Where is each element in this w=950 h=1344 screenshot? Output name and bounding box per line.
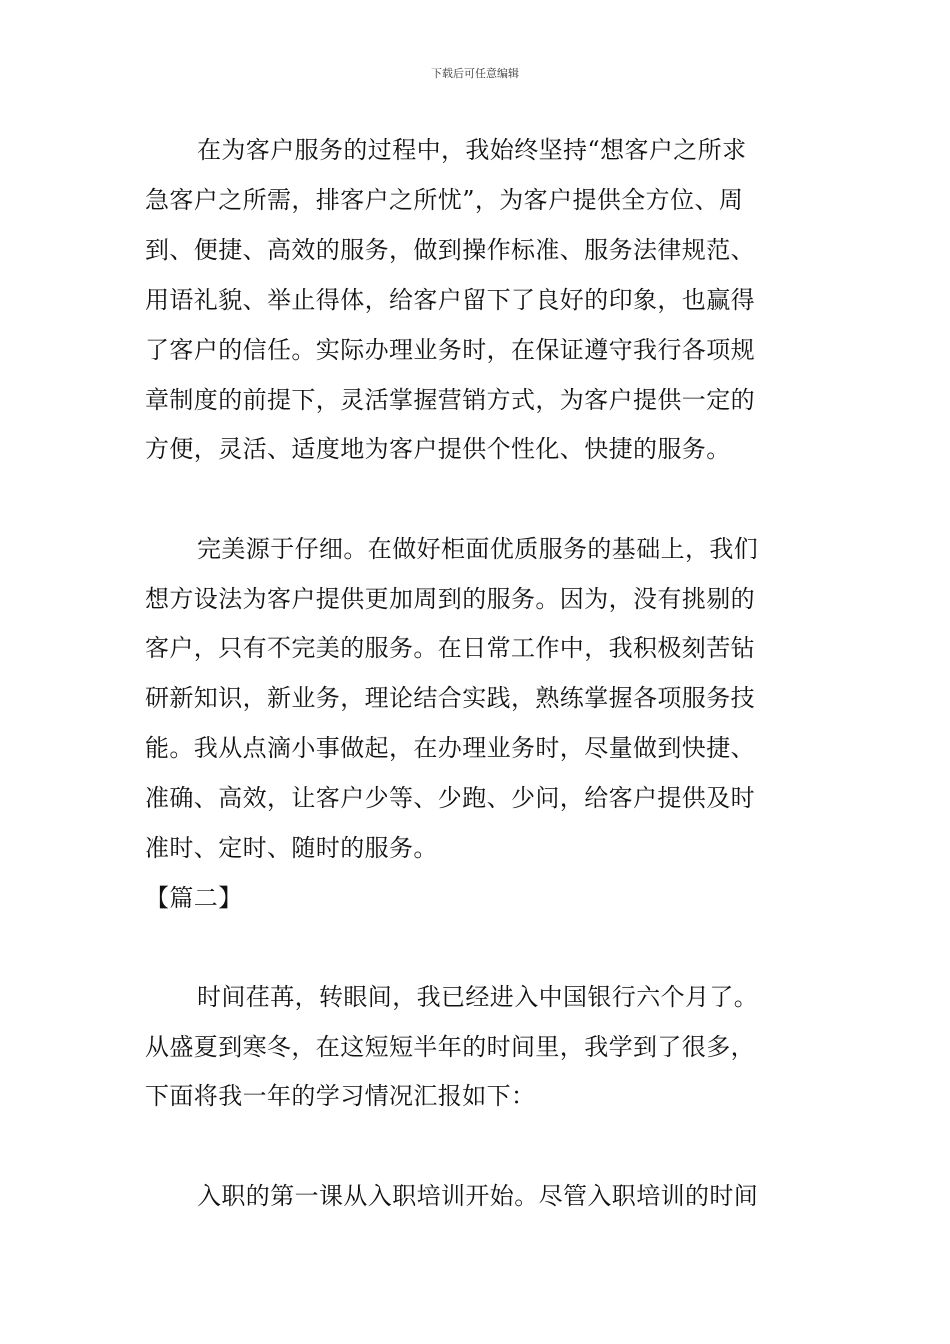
paragraph-2-line-6: 准确、高效，让客户少等、少跑、少问，给客户提供及时 <box>145 784 755 812</box>
paragraph-3-line-3: 下面将我一年的学习情况汇报如下： <box>145 1082 536 1110</box>
paragraph-2-line-1: 完美源于仔细。在做好柜面优质服务的基础上，我们 <box>197 535 759 563</box>
paragraph-4-line-1: 入职的第一课从入职培训开始。尽管入职培训的时间 <box>197 1182 759 1210</box>
paragraph-2-line-3: 客户，只有不完美的服务。在日常工作中，我积极刻苦钻 <box>145 634 755 662</box>
paragraph-1-line-1: 在为客户服务的过程中，我始终坚持“想客户之所求 <box>197 136 747 164</box>
paragraph-2-line-2: 想方设法为客户提供更加周到的服务。因为，没有挑剔的 <box>145 585 755 613</box>
paragraph-1-line-5: 了客户的信任。实际办理业务时，在保证遵守我行各项规 <box>145 336 755 364</box>
paragraph-1-line-4: 用语礼貌、举止得体，给客户留下了良好的印象，也赢得 <box>145 286 755 314</box>
paragraph-2-line-5: 能。我从点滴小事做起，在办理业务时，尽量做到快捷、 <box>145 734 755 762</box>
paragraph-3-line-2: 从盛夏到寒冬，在这短短半年的时间里，我学到了很多， <box>145 1033 755 1061</box>
paragraph-3-line-1: 时间荏苒，转眼间，我已经进入中国银行六个月了。 <box>197 983 759 1011</box>
paragraph-1-line-3: 到、便捷、高效的服务，做到操作标准、服务法律规范、 <box>145 236 755 264</box>
paragraph-2-line-7: 准时、定时、随时的服务。 <box>145 834 438 862</box>
paragraph-2-line-4: 研新知识，新业务，理论结合实践，熟练掌握各项服务技 <box>145 684 755 712</box>
page-header: 下载后可任意编辑 <box>431 67 519 80</box>
paragraph-1-line-7: 方便，灵活、适度地为客户提供个性化、快捷的服务。 <box>145 435 731 463</box>
section-heading: 【篇二】 <box>145 884 243 912</box>
paragraph-1-line-6: 章制度的前提下，灵活掌握营销方式，为客户提供一定的 <box>145 386 755 414</box>
paragraph-1-line-2: 急客户之所需，排客户之所忧”，为客户提供全方位、周 <box>145 186 744 214</box>
